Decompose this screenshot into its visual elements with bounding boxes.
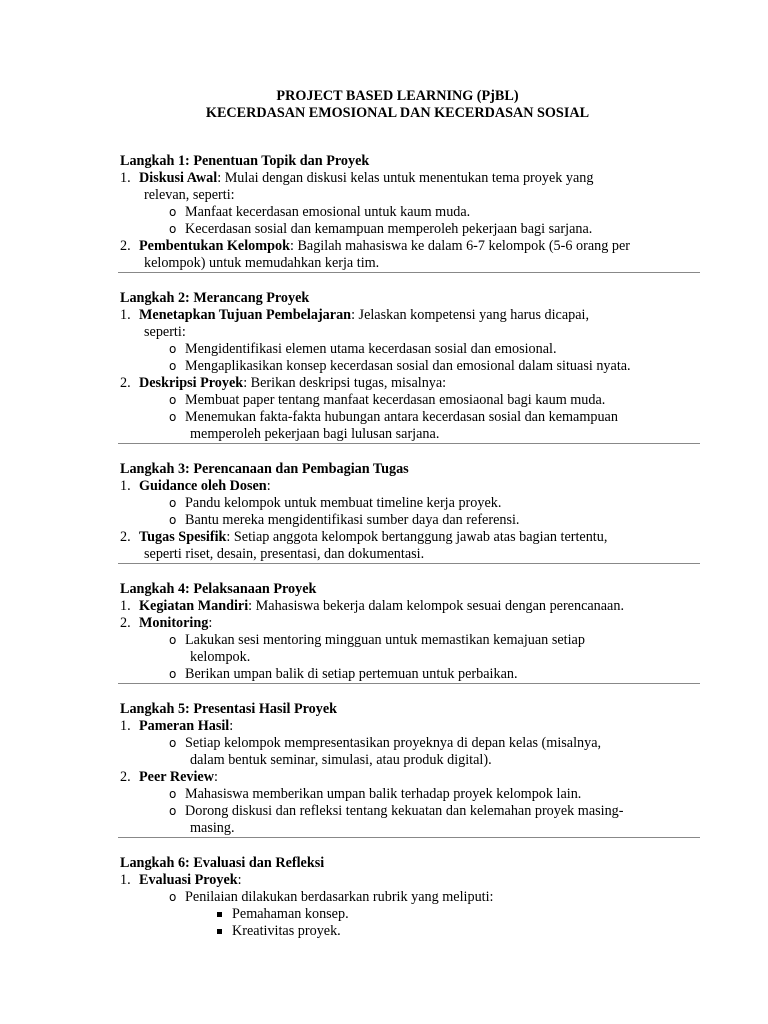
step-text-continued: relevan, seperti: [144,187,235,203]
step-line [139,718,676,735]
circle-bullet-icon: o [169,359,177,373]
sub-bullet-text: Manfaat kecerdasan emosional untuk kaum muda. [185,204,471,220]
numbered-step [120,375,676,392]
circle-bullet-icon: o [169,342,177,356]
sub-bullet-text: Penilaian dilakukan berdasarkan rubrik yang meliputi: [185,889,494,905]
square-bullet-item [120,906,676,923]
step-label: Guidance oleh Dosen [139,478,267,494]
circle-bullet-icon: o [169,410,177,424]
circle-bullet-icon: o [169,804,177,818]
sub-bullet-item [120,495,676,512]
numbered-step [120,307,676,341]
circle-bullet-icon: o [169,393,177,407]
numbered-step [120,598,676,615]
square-bullet-item [120,923,676,940]
document-title [0,88,768,122]
sub-bullet-item [120,221,676,238]
step-number: 2. [120,769,131,785]
section-heading: Langkah 5: Presentasi Hasil Proyek [120,701,338,717]
circle-bullet-icon: o [169,736,177,750]
numbered-step [120,718,676,735]
step-line [139,307,676,324]
sub-bullet-text: Membuat paper tentang manfaat kecerdasan emosiaonal bagi kaum muda. [185,392,606,408]
step-text: : [229,718,234,734]
step-line [139,615,676,632]
sub-bullet-text-continued: masing. [190,820,235,836]
sub-bullet-text: Mengidentifikasi elemen utama kecerdasan sosial dan emosional. [185,341,557,357]
sub-bullet-text: Mengaplikasikan konsep kecerdasan sosial dan emosional dalam situasi nyata. [185,358,631,374]
sub-bullet-item [120,803,676,837]
step-label: Peer Review [139,769,214,785]
section-langkah-5 [120,701,676,837]
step-line [139,872,676,889]
step-number: 2. [120,375,131,391]
section-langkah-6 [120,855,676,940]
step-line [139,170,676,187]
step-number: 1. [120,872,131,888]
numbered-step [120,615,676,632]
step-label: Monitoring [139,615,209,631]
section-gap [120,838,676,855]
step-text: : Jelaskan kompetensi yang harus dicapai, [351,307,590,323]
step-number: 1. [120,598,131,614]
sub-bullet-item [120,512,676,529]
section-langkah-4 [120,581,676,683]
circle-bullet-icon: o [169,205,177,219]
step-text: : Bagilah mahasiswa ke dalam 6-7 kelompok (5-6 orang per [289,238,630,254]
step-text: : Mulai dengan diskusi kelas untuk menentukan tema proyek yang [217,170,594,186]
step-text: : [237,872,242,888]
step-label: Evaluasi Proyek [139,872,238,888]
step-label: Kegiatan Mandiri [139,598,249,614]
step-line [139,598,676,615]
step-text: : Setiap anggota kelompok bertanggung jawab atas bagian tertentu, [226,529,608,545]
sub-bullet-text-continued: memperoleh pekerjaan bagi lulusan sarjana. [190,426,440,442]
circle-bullet-icon: o [169,667,177,681]
square-bullet-text: Pemahaman konsep. [232,906,349,922]
step-number: 2. [120,238,131,254]
section-heading: Langkah 1: Penentuan Topik dan Proyek [120,153,370,169]
numbered-step [120,170,676,204]
step-number: 2. [120,615,131,631]
step-text-continued: kelompok) untuk memudahkan kerja tim. [144,255,380,271]
title-line-1: PROJECT BASED LEARNING (PjBL) [276,88,519,104]
step-number: 2. [120,529,131,545]
sub-bullet-text: Berikan umpan balik di setiap pertemuan untuk perbaikan. [185,666,518,682]
sub-bullet-text: Setiap kelompok mempresentasikan proyeknya di depan kelas (misalnya, [185,735,602,751]
step-label: Menetapkan Tujuan Pembelajaran [139,307,352,323]
section-heading: Langkah 6: Evaluasi dan Refleksi [120,855,325,871]
step-line [139,529,676,546]
sub-bullet-item [120,409,676,443]
step-number: 1. [120,170,131,186]
sub-bullet-text: Pandu kelompok untuk membuat timeline kerja proyek. [185,495,502,511]
section-gap [120,273,676,290]
circle-bullet-icon: o [169,222,177,236]
sub-bullet-text: Dorong diskusi dan refleksi tentang kekuatan dan kelemahan proyek masing- [185,803,624,819]
sub-bullet-text: Mahasiswa memberikan umpan balik terhadap proyek kelompok lain. [185,786,582,802]
circle-bullet-icon: o [169,513,177,527]
step-label: Pameran Hasil [139,718,230,734]
square-bullet-icon [217,912,222,917]
section-heading: Langkah 2: Merancang Proyek [120,290,310,306]
step-line [139,238,676,255]
circle-bullet-icon: o [169,496,177,510]
sub-bullet-item [120,392,676,409]
sub-bullet-text: Bantu mereka mengidentifikasi sumber daya dan referensi. [185,512,520,528]
numbered-step [120,872,676,889]
square-bullet-icon [217,929,222,934]
title-line-2: KECERDASAN EMOSIONAL DAN KECERDASAN SOSIAL [205,105,590,121]
step-label: Pembentukan Kelompok [139,238,290,254]
sub-bullet-text: Kecerdasan sosial dan kemampuan memperoleh pekerjaan bagi sarjana. [185,221,593,237]
step-text-continued: seperti riset, desain, presentasi, dan dokumentasi. [144,546,425,562]
sub-bullet-text: Lakukan sesi mentoring mingguan untuk memastikan kemajuan setiap [185,632,585,648]
step-number: 1. [120,718,131,734]
circle-bullet-icon: o [169,633,177,647]
sub-bullet-item [120,786,676,803]
step-label: Tugas Spesifik [139,529,227,545]
step-text-continued: seperti: [144,324,186,340]
sub-bullet-item [120,358,676,375]
section-gap [120,564,676,581]
step-text: : Mahasiswa bekerja dalam kelompok sesuai dengan perencanaan. [248,598,624,614]
sub-bullet-item [120,341,676,358]
circle-bullet-icon: o [169,787,177,801]
numbered-step [120,238,676,272]
document-body [120,153,676,940]
section-heading: Langkah 3: Perencanaan dan Pembagian Tugas [120,461,409,477]
step-text: : [208,615,213,631]
step-number: 1. [120,307,131,323]
sub-bullet-item [120,735,676,769]
step-number: 1. [120,478,131,494]
sub-bullet-item [120,204,676,221]
section-gap [120,444,676,461]
sub-bullet-text: Menemukan fakta-fakta hubungan antara kecerdasan sosial dan kemampuan [185,409,618,425]
section-heading: Langkah 4: Pelaksanaan Proyek [120,581,317,597]
sub-bullet-text-continued: dalam bentuk seminar, simulasi, atau produk digital). [190,752,492,768]
numbered-step [120,529,676,563]
section-langkah-1 [120,153,676,272]
square-bullet-text: Kreativitas proyek. [232,923,341,939]
section-gap [120,684,676,701]
step-text: : Berikan deskripsi tugas, misalnya: [243,375,447,391]
step-text: : [266,478,271,494]
sub-bullet-item [120,632,676,666]
step-line [139,478,676,495]
step-label: Deskripsi Proyek [139,375,244,391]
step-line [139,769,676,786]
step-label: Diskusi Awal [139,170,218,186]
numbered-step [120,478,676,495]
numbered-step [120,769,676,786]
sub-bullet-text-continued: kelompok. [190,649,251,665]
step-line [139,375,676,392]
section-langkah-3 [120,461,676,563]
sub-bullet-item [120,889,676,906]
circle-bullet-icon: o [169,890,177,904]
section-langkah-2 [120,290,676,443]
sub-bullet-item [120,666,676,683]
step-text: : [213,769,218,785]
